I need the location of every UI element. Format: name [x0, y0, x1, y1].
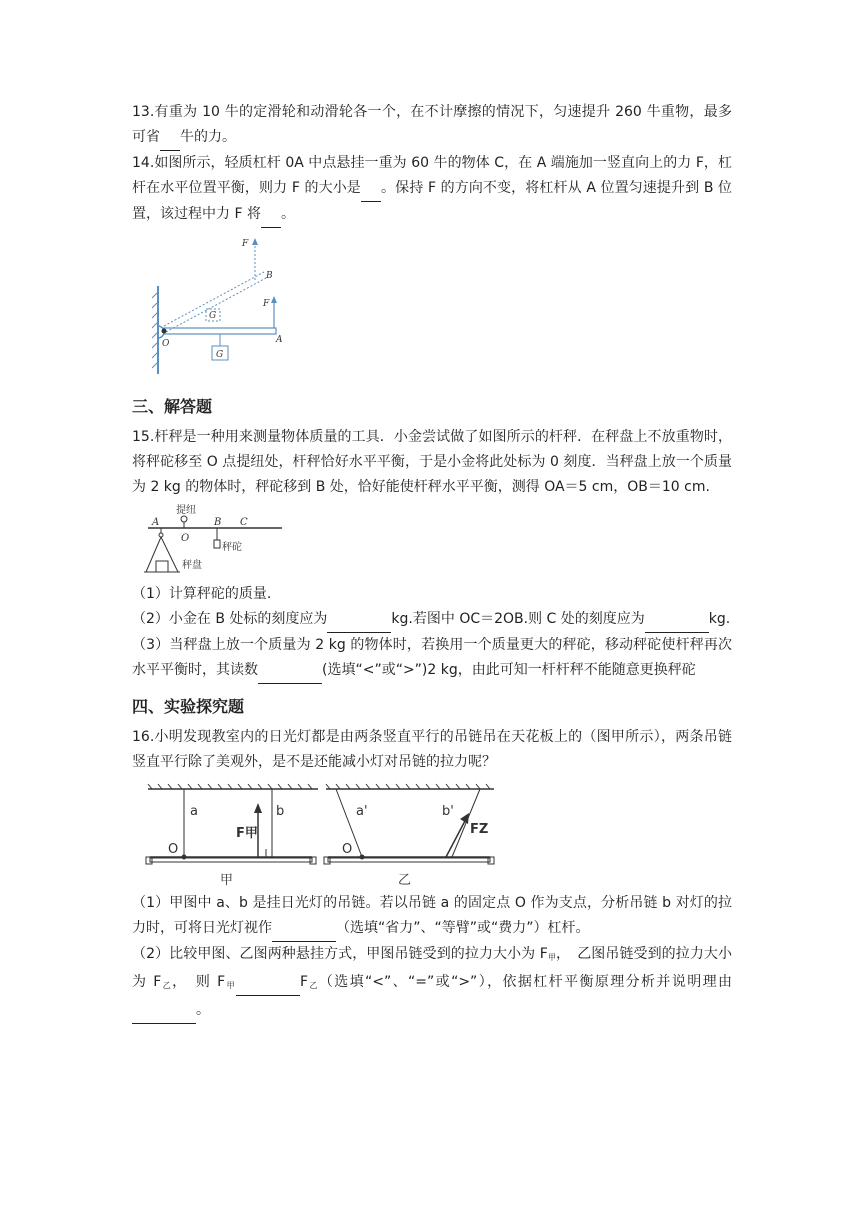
q16-sub2-text: （2）比较甲图、乙图两种悬挂方式，甲图吊链受到的拉力大小为 F	[132, 946, 548, 962]
q16-sub-yi-2: 乙	[308, 981, 319, 990]
q15-label-a: A	[152, 517, 160, 528]
q16-sub2-text-2: ， 乙图吊链受到的拉力大小为 F	[132, 946, 733, 990]
question-14	[132, 151, 732, 228]
q15-label-b: B	[214, 517, 222, 528]
q16-blank-1[interactable]	[272, 916, 336, 942]
q14-label-o: O	[162, 339, 170, 349]
q14-text-2: 。保持 F 的方向不变，将杠杆从 A 位置匀速提升到 B 位置，该过程中力 F 将	[132, 180, 733, 222]
q16-sub1-text-2: （选填“省力”、“等臂”或“费力”）杠杆。	[336, 920, 590, 936]
q16-label-b: b	[276, 804, 285, 819]
q13-text: 13.有重为 10 牛的定滑轮和动滑轮各一个，在不计摩擦的情况下，匀速提升 260 牛重物，最多可省	[132, 104, 732, 145]
q16-blank-2[interactable]	[236, 970, 300, 996]
q16-sub2-text-3: ， 则 F	[172, 974, 226, 990]
q16-sub1	[132, 891, 732, 942]
q14-label-f-top: F	[242, 239, 249, 249]
q16-label-yi: 乙	[398, 873, 412, 888]
q15-label-o: O	[181, 533, 190, 544]
q16-label-o-1: O	[168, 842, 179, 857]
q15-label-c: C	[240, 517, 248, 528]
question-15: 15.杆秤是一种用来测量物体质量的工具．小金尝试做了如图所示的杆秤．在秤盘上不放重物时，将秤砣移至 O 点提纽处，杆秤恰好水平平衡，于是小金将此处标为 0 刻度．当秤盘上放一个质量为 2 kg 的物体时，秤砣移到 B 处，恰好能使杆秤水平平衡，测得 OA＝5 cm，OB＝10 cm.	[132, 429, 732, 495]
q14-label-b: B	[266, 271, 273, 281]
q15-steelyard-figure	[134, 502, 284, 580]
q14-label-f: F	[263, 299, 270, 309]
q16-sub-jia: 甲	[547, 953, 557, 962]
section-4-heading: 四、实验探究题	[132, 697, 245, 716]
q14-blank-1[interactable]	[361, 176, 381, 202]
q16-label-jia: 甲	[220, 873, 234, 888]
q15-sub2-text: （2）小金在 B 处标的刻度应为	[132, 611, 328, 627]
q16-label-f-yi: FZ	[470, 822, 489, 837]
q15-sub3	[132, 633, 732, 684]
q15-blank-b[interactable]	[327, 607, 391, 633]
q15-blank-c[interactable]	[645, 607, 709, 633]
q16-sub2-text-4: F	[299, 974, 309, 990]
q13-blank[interactable]	[160, 125, 180, 151]
question-13	[132, 100, 732, 151]
question-16: 16.小明发现教室内的日光灯都是由两条竖直平行的吊链吊在天花板上的（图甲所示），两条吊链竖直平行除了美观外，是不是还能减小灯对吊链的拉力呢？	[132, 729, 732, 770]
section-3-heading: 三、解答题	[132, 397, 213, 416]
q15-sub3-text-2: (选填“<”或“>”)2 kg，由此可知一杆杆秤不能随意更换秤砣	[322, 662, 696, 678]
q14-blank-2[interactable]	[261, 202, 281, 228]
q16-sub2-text-6: 。	[196, 1002, 210, 1018]
q15-sub2-text-2: kg.若图中 OC＝2OB.则 C 处的刻度应为	[391, 611, 645, 627]
q16-label-b-prime: b'	[442, 804, 454, 819]
q14-text-3: 。	[280, 206, 295, 222]
worksheet	[132, 100, 732, 1024]
q15-sub1: （1）计算秤砣的质量.	[132, 586, 272, 602]
q16-label-a-prime: a'	[356, 804, 368, 819]
q15-sub2-text-3: kg.	[708, 611, 731, 627]
q15-sub3-text: （3）当秤盘上放一个质量为 2 kg 的物体时，若换用一个质量更大的秤砣，移动秤砣使杆秤再次水平平衡时，其读数	[132, 637, 732, 678]
q15-sub2	[132, 607, 732, 633]
q16-sub1-text: （1）甲图中 a、b 是挂日光灯的吊链。若以吊链 a 的固定点 O 作为支点，分析吊链 b 对灯的拉力时，可将日光灯视作	[132, 895, 732, 936]
q14-label-g-dashed: G	[209, 311, 217, 321]
q16-label-a: a	[190, 804, 198, 819]
q16-sub2-text-5: （选填“<”、“=”或“>”），依据杠杆平衡原理分析并说明理由	[318, 974, 733, 990]
q14-label-a: A	[276, 335, 283, 345]
q16-blank-3[interactable]	[132, 998, 196, 1024]
q15-label-tiniu: 提纽	[176, 505, 196, 516]
q16-sub-jia-2: 甲	[225, 981, 236, 990]
q16-label-o-2: O	[342, 842, 353, 857]
q16-sub-yi: 乙	[161, 981, 173, 990]
q16-lamp-figure	[144, 781, 504, 889]
q14-label-g-box: G	[216, 350, 224, 360]
q15-label-chengtuo: 秤砣	[222, 542, 242, 553]
q13-text-end: 牛的力。	[180, 129, 236, 145]
q15-blank-3[interactable]	[258, 658, 322, 684]
q16-label-f-jia: F甲	[236, 826, 258, 841]
q16-sub2	[132, 942, 732, 1024]
q14-lever-figure	[142, 234, 292, 384]
q15-label-chengpan: 秤盘	[182, 560, 202, 571]
q14-text: 14.如图所示，轻质杠杆 0A 中点悬挂一重为 60 牛的物体 C，在 A 端施加一竖直向上的力 F，杠杆在水平位置平衡，则力 F 的大小是	[132, 155, 732, 196]
